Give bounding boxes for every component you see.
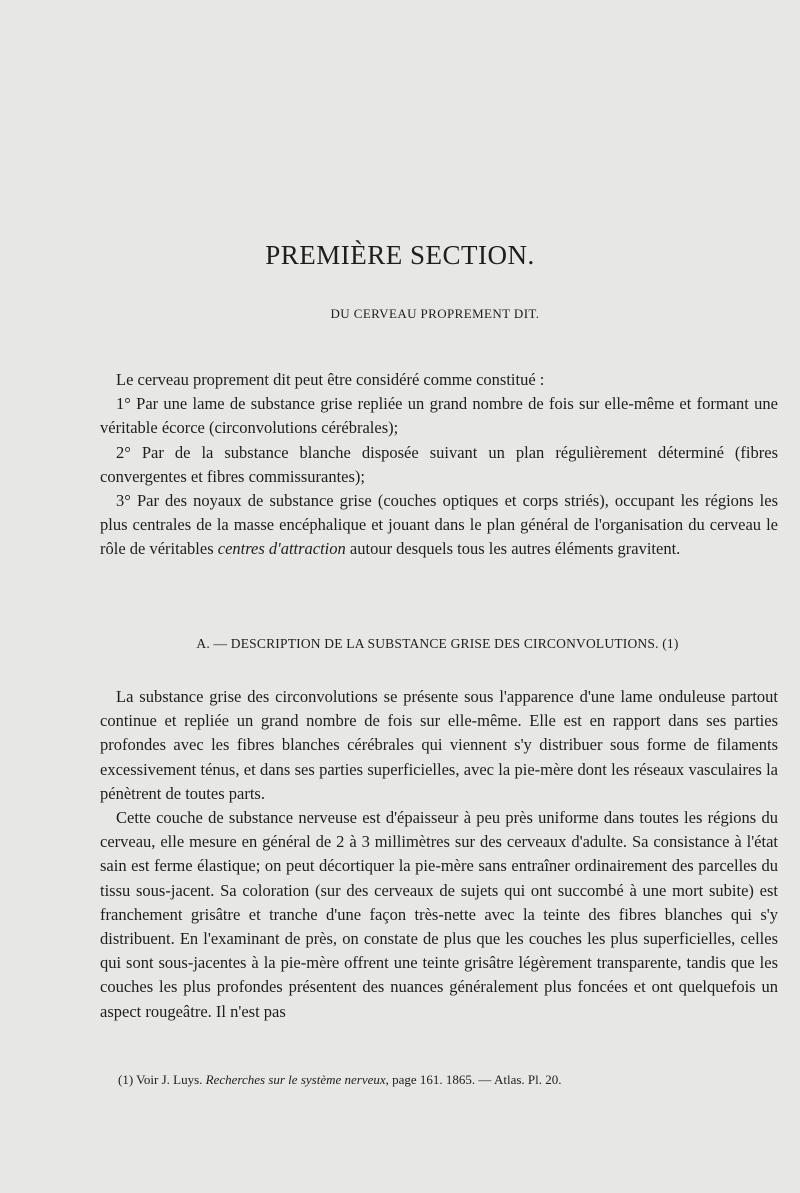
text-run: 3° Par des noyaux de substance grise (couches optiques et corps striés), occupant les régions les plus centrales de la masse encéphalique et jouant dans le plan général de l'organisation du cerveau le rôle de véritables — [100, 491, 778, 559]
italic-term: centres d'attraction — [217, 539, 346, 559]
footnote — [118, 1072, 778, 1088]
paragraph: 2° Par de la substance blanche disposée suivant un plan régulièrement déterminé (fibres convergentes et fibres commissurantes); — [100, 442, 778, 486]
text-run: autour desquels tous les autres éléments gravitent. — [345, 539, 681, 559]
paragraph: Cette couche de substance nerveuse est d'épaisseur à peu près uniforme dans toutes les régions du cerveau, elle mesure en général de 2 à 3 millimètres sur des cerveaux d'adulte. Sa consistance à l'état sain est ferme élastique; on peut décortiquer la pie-mère sans entraîner ordinairement des parcelles du tissu sous-jacent. Sa coloration (sur des cerveaux de sujets qui ont succombé à une mort subite) est franchement grisâtre et tranche d'une façon très-nette avec la teinte des fibres blanches qui s'y distribuent. En l'examinant de près, on constate de plus que les couches les plus superficielles, celles qui sont sous-jacentes à la pie-mère offrent une teinte grisâtre légèrement transparente, tandis que les couches les plus profondes présentent des nuances généralement plus foncées et ont quelquefois un aspect rougeâtre. Il n'est pas — [100, 808, 778, 1021]
paragraph: Le cerveau proprement dit peut être considéré comme constitué : — [116, 370, 545, 389]
paragraph: La substance grise des circonvolutions se présente sous l'apparence d'une lame onduleuse partout continue et repliée un grand nombre de fois sur elle-même. Elle est en rapport dans ses parties profondes avec les fibres blanches cérébrales qui viennent s'y distribuer sous forme de filaments excessivement ténus, et dans ses parties superficielles, avec la pie-mère dont les réseaux vasculaires la pénètrent de toutes parts. — [100, 687, 778, 803]
intro-text — [100, 368, 778, 562]
paragraph — [100, 489, 778, 562]
paragraph: 1° Par une lame de substance grise repliée un grand nombre de fois sur elle-même et formant une véritable écorce (circonvolutions cérébrales); — [100, 394, 778, 438]
subsection-heading: A. — DESCRIPTION DE LA SUBSTANCE GRISE DES CIRCONVOLUTIONS. (1) — [196, 636, 679, 651]
body-text — [100, 685, 778, 1024]
section-subtitle: DU CERVEAU PROPREMENT DIT. — [330, 306, 540, 321]
footnote-text: page 161. 1865. — Atlas. Pl. 20. — [388, 1072, 562, 1087]
footnote-text: (1) Voir J. Luys. — [118, 1072, 206, 1087]
section-title: PREMIÈRE SECTION. — [265, 240, 535, 270]
footnote-italic: Recherches sur le système nerveux, — [205, 1072, 389, 1087]
